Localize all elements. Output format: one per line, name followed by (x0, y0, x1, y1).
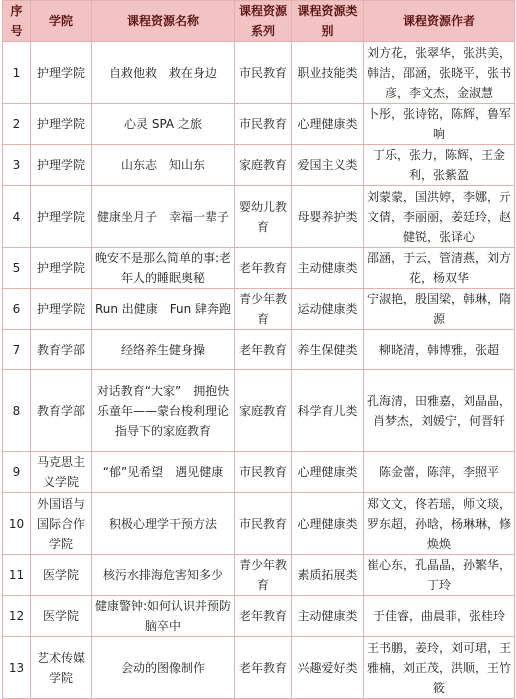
table-row (3, 186, 515, 248)
cell-series: 市民教育 (235, 104, 292, 145)
cell-series: 老年教育 (235, 248, 292, 289)
header-authors: 课程资源作者 (364, 1, 515, 42)
cell-authors: 陈金蕾，陈萍，李照平 (364, 452, 515, 493)
cell-authors: 郑文文，佟若瑶，师文琰，罗东超，孙晗，杨琳琳，修焕焕 (364, 493, 515, 555)
table-row (3, 42, 515, 104)
table-row (3, 493, 515, 555)
table-row (3, 145, 515, 186)
cell-series: 家庭教育 (235, 370, 292, 452)
cell-index: 8 (3, 370, 31, 452)
header-category: 课程资源类别 (292, 1, 364, 42)
cell-school: 医学院 (31, 555, 92, 596)
cell-school: 护理学院 (31, 145, 92, 186)
cell-authors: 崔心东，孔晶晶，孙繁华，丁玲 (364, 555, 515, 596)
cell-course-name: Run 出健康 Fun 肆奔跑 (92, 289, 235, 330)
cell-authors: 卜彤，张诗铭，陈辉，鲁军响 (364, 104, 515, 145)
cell-course-name: 健康坐月子 幸福一辈子 (92, 186, 235, 248)
cell-authors: 刘蒙蒙，国洪婷，李娜，亓文倩，李丽丽，姜廷玲，赵健锐，张译心 (364, 186, 515, 248)
cell-series: 市民教育 (235, 42, 292, 104)
cell-series: 婴幼儿教育 (235, 186, 292, 248)
cell-category: 母婴养护类 (292, 186, 364, 248)
cell-index: 4 (3, 186, 31, 248)
cell-index: 9 (3, 452, 31, 493)
header-course-name: 课程资源名称 (92, 1, 235, 42)
cell-series: 市民教育 (235, 493, 292, 555)
cell-authors: 邵涵，于云，管清燕，刘方花，杨双华 (364, 248, 515, 289)
cell-category: 主动健康类 (292, 248, 364, 289)
cell-index: 12 (3, 596, 31, 637)
cell-category: 心理健康类 (292, 104, 364, 145)
cell-course-name: 积极心理学干预方法 (92, 493, 235, 555)
cell-course-name: 健康警钟:如何认识并预防脑卒中 (92, 596, 235, 637)
header-index: 序号 (3, 1, 31, 42)
cell-index: 11 (3, 555, 31, 596)
cell-series: 老年教育 (235, 637, 292, 699)
table-row (3, 370, 515, 452)
cell-school: 护理学院 (31, 104, 92, 145)
cell-category: 兴趣爱好类 (292, 637, 364, 699)
cell-index: 3 (3, 145, 31, 186)
cell-school: 护理学院 (31, 186, 92, 248)
header-row (3, 1, 515, 42)
cell-series: 老年教育 (235, 596, 292, 637)
cell-course-name: 经络养生健身操 (92, 330, 235, 370)
cell-course-name: 对话教育“大家” 拥抱快乐童年——蒙台梭利理论指导下的家庭教育 (92, 370, 235, 452)
cell-series: 青少年教育 (235, 289, 292, 330)
cell-category: 养生保健类 (292, 330, 364, 370)
table-row (3, 248, 515, 289)
cell-authors: 丁乐，张力，陈辉，王金利，张紫盈 (364, 145, 515, 186)
cell-index: 13 (3, 637, 31, 699)
cell-school: 护理学院 (31, 42, 92, 104)
cell-authors: 于佳睿，曲晨菲，张桂玲 (364, 596, 515, 637)
cell-series: 家庭教育 (235, 145, 292, 186)
header-school: 学院 (31, 1, 92, 42)
cell-course-name: 心灵 SPA 之旅 (92, 104, 235, 145)
cell-course-name: 山东志 知山东 (92, 145, 235, 186)
cell-authors: 刘方花，张翠华，张洪美，韩洁，邵涵，张晓平，张书彦，李文杰，金淑慧 (364, 42, 515, 104)
cell-category: 心理健康类 (292, 452, 364, 493)
course-resource-table (2, 0, 515, 699)
table-row (3, 637, 515, 699)
cell-school: 艺术传媒学院 (31, 637, 92, 699)
cell-course-name: 核污水排海危害知多少 (92, 555, 235, 596)
cell-category: 素质拓展类 (292, 555, 364, 596)
cell-course-name: “郁”见希望 遇见健康 (92, 452, 235, 493)
cell-authors: 柳晓清，韩博雅，张超 (364, 330, 515, 370)
cell-index: 2 (3, 104, 31, 145)
cell-authors: 宁淑艳，殷国梁，韩琳，隋源 (364, 289, 515, 330)
cell-series: 市民教育 (235, 452, 292, 493)
cell-authors: 孔海清，田雅嘉，刘晶晶，肖梦杰，刘媛宁，何晋轩 (364, 370, 515, 452)
cell-category: 爱国主义类 (292, 145, 364, 186)
cell-index: 1 (3, 42, 31, 104)
table-row (3, 289, 515, 330)
table-row (3, 104, 515, 145)
header-series: 课程资源系列 (235, 1, 292, 42)
cell-index: 7 (3, 330, 31, 370)
cell-index: 10 (3, 493, 31, 555)
cell-index: 5 (3, 248, 31, 289)
cell-series: 青少年教育 (235, 555, 292, 596)
table-row (3, 596, 515, 637)
cell-authors: 王书鹏，姜玲，刘可珺，王雅楠，刘正茂，洪顺，王竹筱 (364, 637, 515, 699)
cell-category: 运动健康类 (292, 289, 364, 330)
cell-category: 职业技能类 (292, 42, 364, 104)
cell-school: 护理学院 (31, 289, 92, 330)
cell-category: 心理健康类 (292, 493, 364, 555)
cell-series: 老年教育 (235, 330, 292, 370)
cell-index: 6 (3, 289, 31, 330)
cell-category: 主动健康类 (292, 596, 364, 637)
cell-school: 教育学部 (31, 330, 92, 370)
cell-course-name: 会动的图像制作 (92, 637, 235, 699)
table-row (3, 555, 515, 596)
cell-course-name: 晚安不是那么简单的事:老年人的睡眠奥秘 (92, 248, 235, 289)
table-row (3, 452, 515, 493)
cell-category: 科学育儿类 (292, 370, 364, 452)
cell-school: 护理学院 (31, 248, 92, 289)
cell-school: 医学院 (31, 596, 92, 637)
cell-school: 教育学部 (31, 370, 92, 452)
cell-school: 马克思主义学院 (31, 452, 92, 493)
cell-school: 外国语与国际合作学院 (31, 493, 92, 555)
cell-course-name: 自救他救 救在身边 (92, 42, 235, 104)
table-row (3, 330, 515, 370)
